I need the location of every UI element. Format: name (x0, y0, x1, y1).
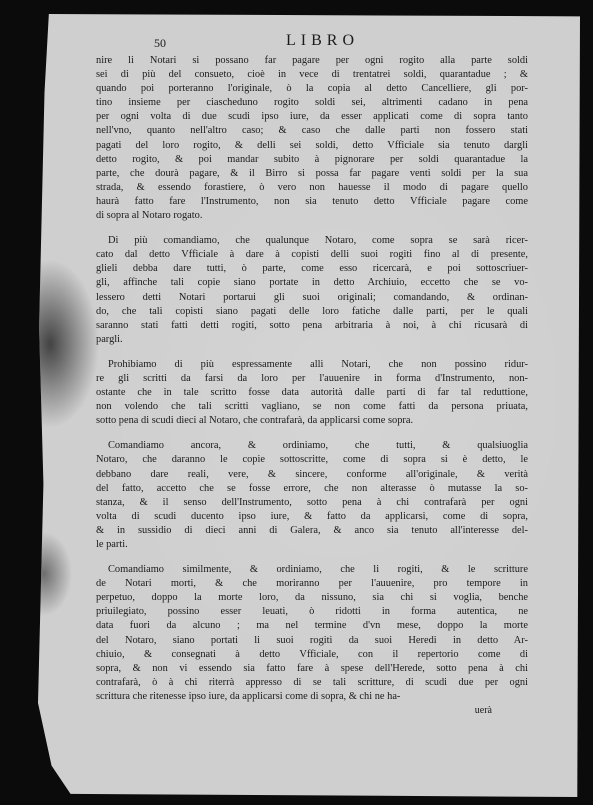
text-line: sotto pena di scudi dieci al Notaro, che contrafarà, da applicarsi come sopra. (96, 415, 414, 427)
paragraph-gap (96, 428, 528, 439)
text-line: detto rogito, & poi mandar subito à pignorare per soldi quarantadue la (96, 153, 528, 165)
text-line: sei di più del consueto, cioè in vece di trentatrei soldi, quarantadue ; & (96, 69, 528, 81)
text-line: data fuori da alcuno ; ma nel termine d'vn mese, doppo la morte (96, 620, 528, 632)
text-line: Comandiamo ancora, & ordiniamo, che tutti, & qualsiuoglia (108, 440, 528, 452)
page-text-block (96, 32, 528, 718)
text-line: nell'vno, quanto nell'altro caso; & caso che dalle parti non fossero stati (96, 125, 528, 137)
paragraph-gap (96, 347, 528, 358)
text-line: non volendo che tali scritti vagliano, se non come fatti da persona priuata, (96, 401, 528, 413)
text-line: priuilegiato, possino esser leuati, ò ridotti in forma autentica, ne (96, 606, 528, 618)
text-line: per ogni volta di due scudi ipso iure, da esser applicati come di sopra tanto (96, 111, 528, 123)
running-title: LIBRO (286, 32, 359, 49)
text-line: stanza, & il senso dell'Instrumento, sotto pena à chi contrafarà per ogni (96, 496, 528, 508)
text-line: perpetuo, doppo la morte loro, da nissuno, sia chi si voglia, benche (96, 592, 528, 604)
text-line: Comandiamo similmente, & ordiniamo, che li rogiti, & le scritture (108, 564, 528, 576)
text-line: del Notaro, siano portati li suoi rogiti da suoi Heredi in detto Ar- (96, 634, 528, 646)
paragraph (96, 358, 528, 428)
text-line: gli, affinche tali copie siano portate in detto Archiuio, eccetto che se vo- (96, 277, 528, 289)
text-line: scrittura che ritenesse ipso iure, da applicarsi come di sopra, & chi ne ha- (96, 690, 401, 702)
text-line: sopra, & non vi essendo sia fatto fare à spese dell'Herede, sotto pena à chi (96, 662, 528, 674)
text-line: chiuio, & consegnati à detto Vfficiale, con il repertorio come di (96, 648, 528, 660)
text-line: quando poi porteranno l'originale, ò la copia al detto Cancelliere, gli por- (96, 83, 528, 95)
text-line: di sopra al Notaro rogato. (96, 210, 203, 222)
paragraph (96, 563, 528, 704)
text-line: cato dal detto Vfficiale à dare à copisti delli suoi rogiti fino al di presente, (96, 249, 528, 261)
text-line: nire li Notari si possano far pagare per ogni rogito alla parte soldi (96, 55, 528, 66)
text-line: do, che tali copisti siano pagati delle loro fatiche dalle parti, per le quali (96, 305, 528, 317)
paragraph (96, 234, 528, 347)
page-number: 50 (154, 36, 166, 50)
text-line: saranno stati fatti detti rogiti, sotto pena arbitraria à noi, à chi ricusarà di (96, 319, 528, 331)
text-line: & in sussidio di dieci anni di Galera, & anco sia tenuto all'interesse del- (96, 524, 528, 536)
text-line: ostante che in tale scritto fosse data autorità dalle parti di far tal reduttione, (96, 387, 528, 399)
text-line: de Notari morti, & che moriranno per l'auuenire, pro tempore in (96, 578, 528, 590)
text-line: parte, che dourà pagare, & il Birro si possa far pagare venti soldi per la sua (96, 167, 528, 179)
text-line: lessero detti Notari portarui gli suoi originali; comandando, & ordinan- (96, 291, 528, 303)
catchword: uerà (474, 705, 492, 717)
text-line: contrafarà, ò à chi riterrà appresso di se tali scritture, di scudi due per ogni (96, 676, 528, 688)
text-line: pagati del loro rogito, & delli sei soldi, detto Vfficiale sia tenuto dargli (96, 139, 528, 151)
text-line: Prohibiamo di più espressamente alli Notari, che non possino ridur- (108, 358, 528, 370)
text-line: tino insieme per ciascheduno rogito soldi sei, altrimenti cadano in pena (96, 97, 528, 109)
text-line: volta di scudi ducento ipso iure, & fatto da applicarsi, come di sopra, (96, 510, 528, 522)
text-line: re gli scritti da farsi da loro per l'auuenire in forma d'Instrumento, non- (96, 372, 528, 384)
paragraph-gap (96, 223, 528, 234)
text-line: glieli debba dare tutti, ò parte, come esso ricercarà, e poi sottoscriuer- (96, 263, 528, 275)
paragraph-gap (96, 552, 528, 563)
paragraph (96, 439, 528, 552)
text-line: haurà fatto fare l'Instrumento, non sia tenuto detto Vfficiale pagare come (96, 195, 528, 207)
text-line: del fatto, accetto che se fosse errore, che non alterasse ò mutasse la so- (96, 482, 528, 494)
text-line: Notaro, che daranno le copie sottoscritte, come di sopra si è detto, le (96, 454, 528, 466)
text-line: le parti. (96, 539, 128, 550)
text-line: strada, & essendo forastiere, ò vero non hauesse il modo di pagare quello (96, 181, 528, 193)
running-head (96, 32, 528, 54)
paragraph (96, 54, 528, 223)
text-line: debbano dare reali, vere, & sincere, conforme all'originale, & verità (96, 468, 528, 480)
body-text (96, 54, 528, 704)
text-line: Di più comandiamo, che qualunque Notaro, come sopra se sarà ricer- (108, 235, 528, 247)
text-line: pargli. (96, 333, 123, 345)
